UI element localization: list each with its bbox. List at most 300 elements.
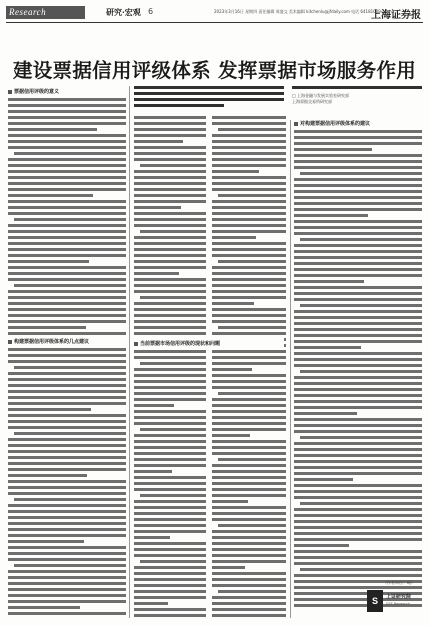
column-divider: [290, 120, 291, 618]
body-text-line: [212, 500, 248, 503]
body-text-line: [294, 136, 422, 139]
body-text-line: [212, 284, 286, 287]
body-text-line: [212, 356, 286, 359]
body-text-line: [294, 574, 422, 577]
body-text-line: [8, 272, 126, 275]
body-text-line: [8, 182, 126, 185]
body-text-line: [134, 308, 206, 311]
body-text-line: [8, 516, 126, 519]
body-text-line: [134, 302, 206, 305]
body-text-line: [294, 364, 422, 367]
body-text-line: [212, 452, 286, 455]
body-text-line: [294, 472, 422, 475]
page-number: 6: [148, 7, 154, 16]
body-text-line: [212, 476, 286, 479]
body-text-line: [140, 230, 206, 233]
body-text-line: [212, 536, 286, 539]
body-text-line: [14, 564, 126, 567]
body-text-line: [8, 384, 126, 387]
column-4: [294, 118, 422, 618]
body-text-line: [294, 328, 422, 331]
body-text-line: [294, 256, 422, 259]
body-text-line: [212, 176, 286, 179]
body-text-line: [294, 490, 422, 493]
body-text-line: [212, 482, 286, 485]
body-text-line: [134, 284, 206, 287]
body-text-line: [14, 366, 126, 369]
body-text-line: [294, 184, 422, 187]
body-text-line: [212, 290, 286, 293]
body-text-line: [134, 386, 206, 389]
body-text-line: [212, 554, 286, 557]
body-text-line: [134, 596, 206, 599]
body-text-line: [212, 302, 254, 305]
body-text-line: [8, 254, 126, 257]
body-text-line: [140, 428, 206, 431]
body-text-line: [294, 208, 422, 211]
byline: [292, 93, 412, 109]
body-text-line: [212, 614, 286, 617]
body-text-line: [294, 376, 422, 379]
body-text-line: [134, 158, 206, 161]
body-text-line: [294, 310, 422, 313]
body-text-line: [14, 284, 126, 287]
body-text-line: [8, 456, 126, 459]
body-text-line: [134, 434, 206, 437]
body-text-line: [134, 224, 206, 227]
section-heading-4: 对构建票据信用评级体系的建议: [294, 120, 422, 128]
section-heading-3: 当前票据市场信用评级的现状和问题: [134, 340, 284, 348]
body-text-line: [300, 568, 422, 571]
body-text-line: [8, 510, 126, 513]
body-text-line: [294, 358, 422, 361]
body-text-line: [134, 146, 206, 149]
body-text-line: [212, 428, 286, 431]
body-text-line: [212, 248, 286, 251]
column-1: [8, 86, 126, 618]
body-text-line: [8, 486, 126, 489]
section-heading-2: 构建票据信用评级体系的几点建议: [8, 338, 126, 346]
body-text-line: [212, 380, 286, 383]
body-text-line: [294, 160, 422, 163]
body-text-line: [294, 268, 422, 271]
body-text-line: [134, 572, 206, 575]
body-text-line: [8, 188, 126, 191]
body-text-line: [8, 158, 126, 161]
body-text-line: [212, 182, 286, 185]
body-text-line: [218, 326, 286, 329]
body-text-line: [294, 244, 422, 247]
body-text-line: [212, 146, 286, 149]
body-text-line: [8, 110, 126, 113]
body-text-line: [212, 308, 286, 311]
body-text-line: [134, 242, 206, 245]
body-text-line: [300, 436, 422, 439]
heading-marker-icon: [8, 340, 12, 344]
body-text-line: [212, 236, 256, 239]
body-text-line: [212, 200, 286, 203]
body-text-line: [14, 152, 126, 155]
body-text-line: [212, 518, 286, 521]
body-text-line: [8, 320, 126, 323]
body-text-line: [8, 522, 126, 525]
body-text-line: [134, 350, 206, 353]
body-text-line: [294, 520, 422, 523]
body-text-line: [294, 280, 364, 283]
body-text-line: [134, 398, 206, 401]
body-text-line: [212, 170, 259, 173]
body-text-line: [8, 612, 126, 615]
body-text-line: [134, 368, 206, 371]
body-text-line: [8, 558, 126, 561]
body-text-line: [8, 546, 126, 549]
body-text-line: [134, 506, 206, 509]
body-text-line: [134, 590, 206, 593]
body-text-line: [294, 142, 422, 145]
body-text-line: [134, 464, 206, 467]
body-text-line: [212, 230, 286, 233]
author-note: （作者单位：略）: [383, 580, 415, 585]
body-text-line: [134, 458, 206, 461]
body-text-line: [8, 450, 126, 453]
body-text-line: [294, 298, 422, 301]
body-text-line: [134, 614, 206, 617]
body-text-line: [212, 602, 286, 605]
body-text-line: [212, 272, 286, 275]
body-text-line: [8, 332, 126, 335]
body-text-line: [8, 326, 86, 329]
body-text-line: [218, 458, 286, 461]
body-text-line: [8, 504, 126, 507]
body-text-line: [134, 608, 206, 611]
body-text-line: [294, 538, 422, 541]
body-text-line: [8, 212, 126, 215]
body-text-line: [134, 248, 206, 251]
body-text-line: [8, 200, 126, 203]
body-text-line: [134, 422, 206, 425]
body-text-line: [218, 128, 286, 131]
body-text-line: [212, 440, 286, 443]
body-text-line: [134, 452, 206, 455]
body-text-line: [8, 360, 126, 363]
body-text-line: [134, 470, 172, 473]
body-text-line: [134, 404, 174, 407]
body-text-line: [300, 304, 422, 307]
body-text-line: [134, 410, 206, 413]
body-text-line: [212, 332, 286, 335]
body-text-line: [294, 274, 422, 277]
body-text-line: [8, 576, 126, 579]
body-text-line: [300, 238, 422, 241]
body-text-line: [212, 278, 286, 281]
body-text-line: [294, 130, 422, 133]
body-text-line: [134, 356, 206, 359]
body-text-line: [140, 560, 206, 563]
body-text-line: [8, 426, 126, 429]
body-text-line: [294, 544, 349, 547]
body-text-line: [294, 202, 422, 205]
body-text-line: [212, 320, 286, 323]
column-3: [212, 116, 286, 618]
body-text-line: [212, 212, 286, 215]
body-text-line: [212, 584, 286, 587]
section-ribbon: Research: [6, 6, 85, 19]
body-text-line: [8, 534, 126, 537]
body-text-line: [212, 350, 286, 353]
body-text-line: [218, 194, 286, 197]
body-text-line: [218, 392, 286, 395]
body-text-line: [8, 474, 87, 477]
body-text-line: [294, 556, 422, 559]
heading-marker-icon: [134, 342, 138, 346]
body-text-line: [294, 322, 422, 325]
body-text-line: [212, 410, 286, 413]
body-text-line: [294, 430, 422, 433]
body-text-line: [134, 278, 206, 281]
body-text-line: [134, 236, 206, 239]
body-text-line: [294, 460, 422, 463]
body-text-line: [8, 540, 84, 543]
body-text-line: [134, 512, 206, 515]
body-text-line: [8, 348, 126, 351]
body-text-line: [294, 412, 357, 415]
body-text-line: [134, 212, 206, 215]
body-text-line: [294, 178, 422, 181]
body-text-line: [294, 562, 422, 565]
body-text-line: [300, 502, 422, 505]
body-text-line: [300, 172, 422, 175]
body-text-line: [294, 154, 422, 157]
body-text-line: [134, 218, 206, 221]
body-text-line: [294, 496, 422, 499]
body-text-line: [212, 566, 245, 569]
body-text-line: [212, 254, 286, 257]
body-text-line: [212, 434, 250, 437]
body-text-line: [134, 176, 206, 179]
column-2: [134, 116, 206, 618]
body-text-line: [134, 602, 168, 605]
publisher-logo: [367, 590, 419, 618]
body-text-line: [212, 404, 286, 407]
body-text-line: [8, 372, 126, 375]
body-text-line: [134, 476, 206, 479]
body-text-line: [8, 248, 126, 251]
body-text-line: [212, 134, 286, 137]
body-text-line: [294, 250, 422, 253]
page-headline: 建设票据信用评级体系 发挥票据市场服务作用: [12, 59, 417, 82]
body-text-line: [8, 552, 126, 555]
body-text-line: [8, 606, 80, 609]
body-text-line: [8, 164, 126, 167]
body-text-line: [294, 424, 422, 427]
body-text-line: [294, 190, 422, 193]
body-text-line: [134, 440, 206, 443]
body-text-line: [8, 260, 89, 263]
body-text-line: [218, 260, 286, 263]
body-text-line: [8, 492, 126, 495]
body-text-line: [212, 152, 286, 155]
body-text-line: [218, 524, 286, 527]
body-text-line: [294, 466, 422, 469]
body-text-line: [294, 232, 422, 235]
body-text-line: [134, 500, 206, 503]
body-text-line: [294, 478, 353, 481]
body-text-line: [8, 206, 126, 209]
body-text-line: [134, 200, 206, 203]
body-text-line: [212, 506, 286, 509]
body-text-line: [134, 524, 206, 527]
body-text-line: [134, 584, 206, 587]
body-text-line: [294, 352, 422, 355]
body-text-line: [300, 370, 422, 373]
body-text-line: [134, 326, 206, 329]
body-text-line: [134, 170, 206, 173]
body-text-line: [212, 548, 286, 551]
body-text-line: [294, 532, 422, 535]
body-text-line: [294, 508, 422, 511]
body-text-line: [8, 302, 126, 305]
body-text-line: [134, 260, 206, 263]
body-text-line: [8, 296, 126, 299]
body-text-line: [212, 314, 286, 317]
body-text-line: [134, 488, 206, 491]
body-text-line: [212, 530, 286, 533]
body-text-line: [294, 316, 422, 319]
body-text-line: [140, 362, 206, 365]
body-text-line: [8, 290, 126, 293]
body-text-line: [294, 400, 422, 403]
body-text-line: [294, 340, 422, 343]
body-text-line: [134, 374, 206, 377]
body-text-line: [8, 194, 93, 197]
body-text-line: [134, 380, 206, 383]
body-text-line: [212, 374, 286, 377]
body-text-line: [8, 600, 126, 603]
body-text-line: [212, 608, 286, 611]
body-text-line: [8, 408, 91, 411]
body-text-line: [212, 494, 286, 497]
body-text-line: [8, 266, 126, 269]
masthead-rule: [6, 22, 423, 23]
body-text-line: [14, 432, 126, 435]
body-text-line: [8, 468, 126, 471]
body-text-line: [294, 406, 422, 409]
body-text-line: [212, 158, 286, 161]
logo-mark: S: [367, 590, 383, 612]
section-heading-1: 票据信用评级的意义: [8, 88, 126, 96]
body-text-line: [8, 224, 126, 227]
body-text-line: [8, 134, 126, 137]
body-text-line: [294, 196, 422, 199]
body-text-line: [294, 484, 422, 487]
body-text-line: [134, 116, 206, 119]
logo-text: 上证研究院: [386, 594, 412, 600]
body-text-line: [294, 262, 422, 265]
body-text-line: [140, 494, 206, 497]
body-text-line: [8, 104, 126, 107]
body-text-line: [134, 548, 206, 551]
body-text-line: [134, 554, 206, 557]
body-text-line: [294, 382, 422, 385]
body-text-line: [212, 116, 286, 119]
body-text-line: [218, 590, 286, 593]
body-text-line: [8, 390, 126, 393]
lead-paragraph: [134, 86, 284, 112]
body-text-line: [8, 420, 126, 423]
body-text-line: [8, 528, 126, 531]
body-text-line: [212, 572, 286, 575]
body-text-line: [8, 594, 126, 597]
body-text-line: [14, 498, 126, 501]
body-text-line: [294, 166, 422, 169]
body-text-line: [8, 308, 126, 311]
body-text-line: [212, 368, 252, 371]
body-text-line: [212, 488, 286, 491]
body-text-line: [140, 164, 206, 167]
body-text-line: [294, 550, 422, 553]
column-divider: [129, 86, 130, 618]
body-text-line: [134, 332, 206, 335]
byline-line-2: 上海票据交易所研究部: [292, 99, 332, 104]
body-text-line: [8, 582, 126, 585]
body-text-line: [8, 462, 126, 465]
body-text-line: [134, 536, 170, 539]
body-text-line: [212, 560, 286, 563]
body-text-line: [134, 152, 206, 155]
body-text-line: [134, 272, 179, 275]
body-text-line: [212, 224, 286, 227]
body-text-line: [8, 278, 126, 281]
body-text-line: [294, 586, 422, 589]
logo-subtext: SSE Research: [386, 602, 410, 606]
body-text-line: [8, 176, 126, 179]
body-text-line: [212, 416, 286, 419]
body-text-line: [8, 236, 126, 239]
body-text-line: [134, 290, 206, 293]
body-text-line: [212, 140, 286, 143]
body-text-line: [134, 416, 206, 419]
section-heading-3-wrap: [134, 338, 284, 348]
body-text-line: [134, 314, 206, 317]
body-text-line: [134, 518, 206, 521]
body-text-line: [294, 526, 422, 529]
body-text-line: [134, 206, 181, 209]
masthead: [6, 6, 423, 20]
body-text-line: [134, 530, 206, 533]
body-text-line: [8, 116, 126, 119]
body-text-line: [212, 446, 286, 449]
body-text-line: [8, 570, 126, 573]
byline-line-1: □ 上海金融与发展实验室研究部: [292, 93, 350, 98]
body-text-line: [8, 588, 126, 591]
body-text-line: [134, 320, 206, 323]
body-text-line: [8, 146, 126, 149]
heading-marker-icon: [8, 90, 12, 94]
body-text-line: [294, 394, 422, 397]
body-text-line: [212, 578, 286, 581]
body-text-line: [212, 296, 286, 299]
body-text-line: [8, 354, 126, 357]
body-text-line: [294, 214, 368, 217]
body-text-line: [134, 482, 206, 485]
body-text-line: [8, 438, 126, 441]
body-text-line: [134, 266, 206, 269]
body-text-line: [8, 242, 126, 245]
body-text-line: [134, 128, 206, 131]
body-text-line: [212, 266, 286, 269]
body-text-line: [212, 206, 286, 209]
body-text-line: [212, 122, 286, 125]
